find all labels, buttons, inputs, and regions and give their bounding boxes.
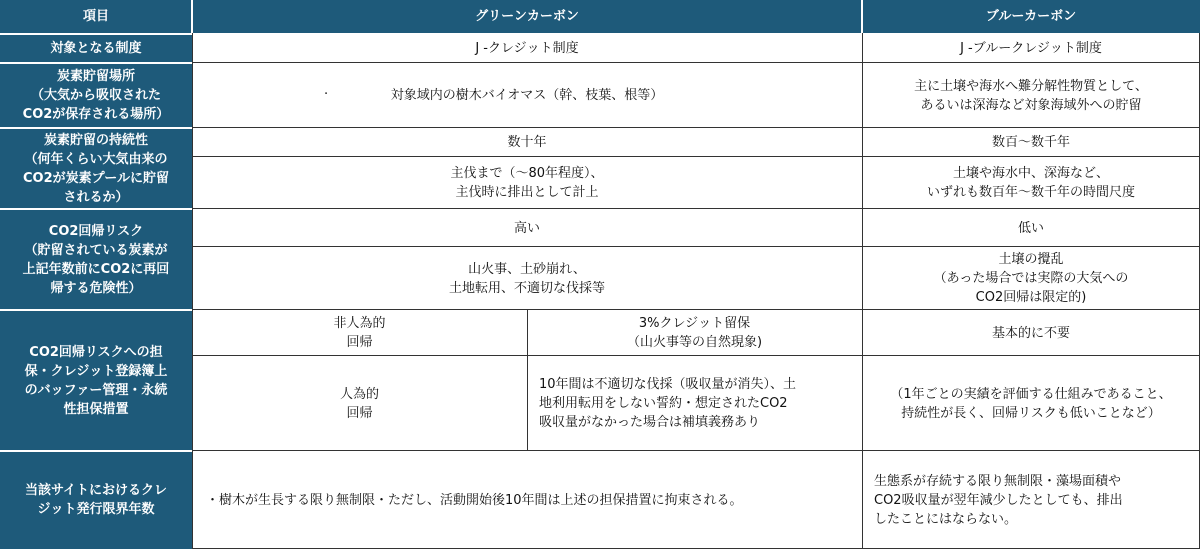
- label-target-system: 対象となる制度: [0, 33, 192, 63]
- blue-risk-level: 低い: [862, 209, 1200, 247]
- grid-line: [192, 208, 1200, 209]
- grid-line: [527, 310, 528, 451]
- grid-line: [192, 127, 1200, 128]
- green-human-return: 人為的 回帰: [192, 356, 527, 451]
- green-storage-location: [192, 63, 862, 128]
- header-item: 項目: [0, 0, 192, 33]
- grid-line: [192, 309, 1200, 310]
- green-persistence-detail: 主伐まで（～80年程度）、 主伐時に排出として計上: [192, 157, 862, 209]
- blue-measure-not-needed: 基本的に不要: [862, 310, 1200, 356]
- label-carbon-storage-location: 炭素貯留場所 （大気から吸収された CO2が保存される場所）: [0, 63, 192, 128]
- green-risk-level: 高い: [192, 209, 862, 247]
- blue-issuance-limit: 生態系が存続する限り無制限・藻場面積や CO2吸収量が翌年減少したとしても、排出 したことにはならない。: [862, 451, 1200, 549]
- label-risk-measures: CO2回帰リスクへの担 保・クレジット登録簿上 のバッファー管理・永続 性担保措置: [0, 310, 192, 451]
- label-divider: [0, 62, 192, 64]
- grid-line: [192, 62, 1200, 63]
- label-divider: [0, 33, 192, 35]
- blue-target-system: J -ブルークレジット制度: [862, 33, 1200, 63]
- green-non-human-return: 非人為的 回帰: [192, 310, 527, 356]
- label-credit-issuance-limit: 当該サイトにおけるクレ ジット発行限界年数: [0, 451, 192, 549]
- grid-line: [192, 246, 1200, 247]
- label-divider: [0, 450, 192, 452]
- grid-line: [192, 33, 193, 549]
- blue-risk-detail: 土壌の攪乱 （あった場合では実際の大気への CO2回帰は限定的): [862, 247, 1200, 310]
- blue-storage-location: 主に土壌や海水へ難分解性物質として、 あるいは深海など対象海域外への貯留: [862, 63, 1200, 128]
- label-storage-persistence: 炭素貯留の持続性 （何年くらい大気由来の CO2が炭素プールに貯留 されるか）: [0, 128, 192, 209]
- green-storage-text: 対象域内の樹木バイオマス（幹、枝葉、根等）: [390, 88, 664, 103]
- grid-line: [192, 450, 1200, 451]
- label-co2-return-risk: CO2回帰リスク （貯留されている炭素が 上記年数前にCO2に再回 帰する危険性）: [0, 209, 192, 310]
- green-storage-bullet: ·: [324, 87, 329, 102]
- blue-persistence-years: 数百～数千年: [862, 128, 1200, 157]
- green-target-system: J -クレジット制度: [192, 33, 862, 63]
- green-issuance-limit: ・樹木が生長する限り無制限・ただし、活動開始後10年間は上述の担保措置に拘束される。: [192, 451, 862, 549]
- green-risk-detail: 山火事、土砂崩れ、 土地転用、不適切な伐採等: [192, 247, 862, 310]
- green-non-human-measure: 3%クレジット留保 （山火事等の自然現象): [527, 310, 862, 356]
- label-divider: [0, 208, 192, 210]
- label-divider: [0, 127, 192, 129]
- green-persistence-years: 数十年: [192, 128, 862, 157]
- header-blue-carbon: ブルーカーボン: [862, 0, 1200, 33]
- blue-persistence-detail: 土壌や海水中、深海など、 いずれも数百年～数千年の時間尺度: [862, 157, 1200, 209]
- label-divider: [0, 309, 192, 311]
- green-human-measure: 10年間は不適切な伐採（吸収量が消失）、土 地利用転用をしない誓約・想定されたCO2 吸収量がなかった場合は補填義務あり: [527, 356, 862, 451]
- header-divider: [861, 0, 863, 33]
- grid-line: [192, 156, 1200, 157]
- grid-line: [862, 33, 863, 549]
- grid-line: [192, 355, 1200, 356]
- header-divider: [191, 0, 193, 33]
- blue-measure-reason: （1年ごとの実績を評価する仕組みであること、 持続性が長く、回帰リスクも低いことなど）: [862, 356, 1200, 451]
- header-green-carbon: グリーンカーボン: [192, 0, 862, 33]
